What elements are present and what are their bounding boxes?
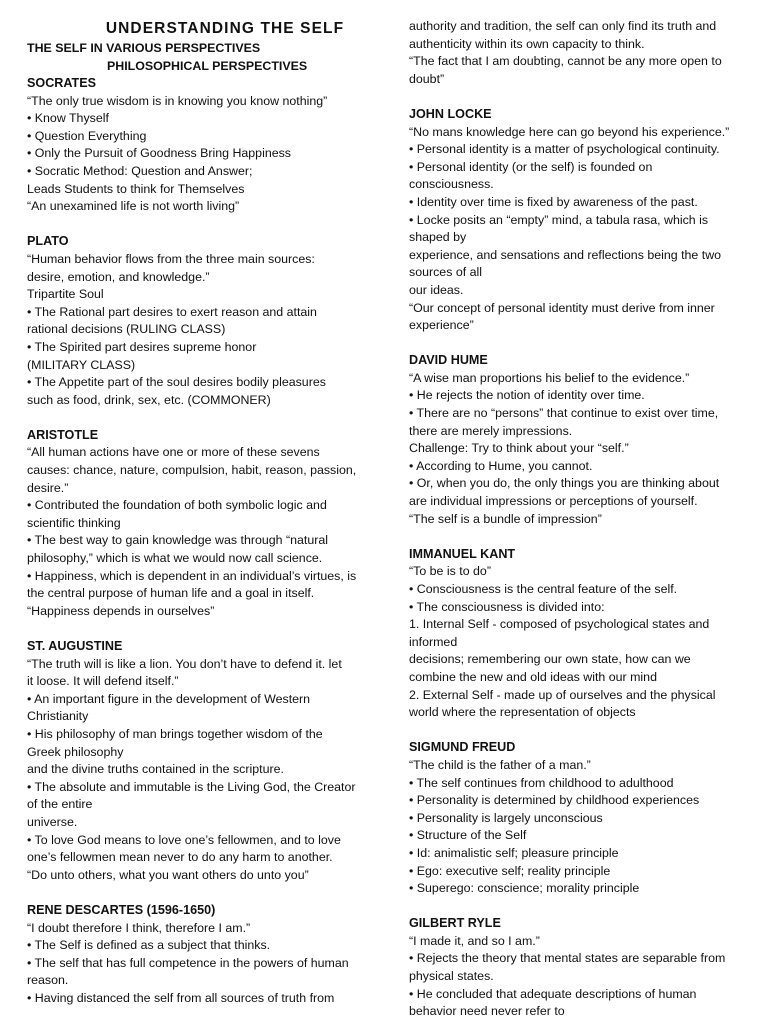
text-line: 1. Internal Self - composed of psychological states and xyxy=(409,617,710,632)
text-line: Challenge: Try to think about your “self.” xyxy=(409,441,629,456)
text-line: • An important figure in the development of Western xyxy=(27,691,311,706)
text-line: • The Rational part desires to exert reason and attain xyxy=(27,304,317,319)
text-line: 2. External Self - made up of ourselves and the physical xyxy=(409,687,716,702)
text-line: • Or, when you do, the only things you are thinking about xyxy=(409,476,720,491)
section-socrates xyxy=(27,75,379,216)
section-plato xyxy=(27,233,379,409)
text-line: • The self continues from childhood to adulthood xyxy=(409,775,674,790)
section-st-augustine xyxy=(27,638,379,884)
text-line: Christianity xyxy=(27,709,89,724)
text-line: • He rejects the notion of identity over time. xyxy=(409,388,645,403)
right-column xyxy=(409,0,743,1021)
section-heading: SOCRATES xyxy=(27,76,97,90)
text-line: desire, emotion, and knowledge.” xyxy=(27,269,210,284)
text-line: physical states. xyxy=(409,969,494,984)
text-line: it loose. It will defend itself.” xyxy=(27,674,179,689)
text-line: are individual impressions or perceptions of yourself. xyxy=(409,494,698,509)
section-gilbert-ryle xyxy=(409,915,743,1021)
section-rene-descartes xyxy=(27,902,379,1008)
text-line: decisions; remembering our own state, how can we xyxy=(409,652,691,667)
text-line: scientific thinking xyxy=(27,515,121,530)
text-line: philosophy,” which is what we would now call science. xyxy=(27,551,323,566)
text-line: • Rejects the theory that mental states are separable from xyxy=(409,951,726,966)
text-line: • Personality is largely unconscious xyxy=(409,810,603,825)
section-heading: ST. AUGUSTINE xyxy=(27,639,123,653)
text-line: • Personal identity (or the self) is founded on xyxy=(409,159,653,174)
text-line: “The fact that I am doubting, cannot be any more open to xyxy=(409,54,722,69)
text-line: one’s fellowmen mean never to do any harm to another. xyxy=(27,850,333,865)
text-line: • According to Hume, you cannot. xyxy=(409,458,593,473)
text-line: sources of all xyxy=(409,265,483,280)
text-line: “The only true wisdom is in knowing you know nothing” xyxy=(27,93,328,108)
text-line: “The child is the father of a man.” xyxy=(409,757,591,772)
text-line: causes: chance, nature, compulsion, habit, reason, passion, xyxy=(27,463,357,478)
text-line: our ideas. xyxy=(409,282,464,297)
text-line: Greek philosophy xyxy=(27,744,124,759)
section-subtitle: THE SELF IN VARIOUS PERSPECTIVES xyxy=(27,41,261,55)
section-heading: DAVID HUME xyxy=(409,353,488,368)
text-line: “To be is to do” xyxy=(409,564,491,579)
left-column xyxy=(27,0,379,1007)
section-body xyxy=(409,370,743,528)
text-line: “Human behavior flows from the three main sources: xyxy=(27,251,315,266)
text-line: • Know Thyself xyxy=(27,111,109,126)
text-line: universe. xyxy=(27,814,78,829)
text-line: “A wise man proportions his belief to the evidence.” xyxy=(409,370,690,385)
section-heading: IMMANUEL KANT xyxy=(409,546,516,561)
section-body xyxy=(409,757,743,898)
text-line: combine the new and old ideas with our mind xyxy=(409,669,657,684)
section-body xyxy=(27,251,379,409)
text-line: “I made it, and so I am.” xyxy=(409,933,540,948)
text-line: Leads Students to think for Themselves xyxy=(27,181,245,196)
section-body xyxy=(27,93,379,216)
text-line: • The consciousness is divided into: xyxy=(409,599,605,614)
section-heading: PLATO xyxy=(27,234,69,249)
text-line: • Personal identity is a matter of psychological continuity. xyxy=(409,142,720,157)
text-line: • The self that has full competence in the powers of human xyxy=(27,955,349,970)
text-line: Tripartite Soul xyxy=(27,287,104,302)
text-line: • He concluded that adequate descriptions of human xyxy=(409,986,697,1001)
text-line: • Contributed the foundation of both symbolic logic and xyxy=(27,498,327,513)
text-line: there are merely impressions. xyxy=(409,423,573,438)
text-line: doubt” xyxy=(409,71,445,86)
text-line: “Do unto others, what you want others do unto you” xyxy=(27,867,309,882)
section-body xyxy=(27,444,379,620)
text-line: “The truth will is like a lion. You don’t have to defend it. let xyxy=(27,656,342,671)
section-heading: RENE DESCARTES (1596-1650) xyxy=(27,902,216,917)
text-line: • Question Everything xyxy=(27,128,147,143)
section-body xyxy=(27,656,379,885)
text-line: • Structure of the Self xyxy=(409,828,527,843)
text-line: shaped by xyxy=(409,230,467,245)
text-line: • Superego: conscience; morality principle xyxy=(409,881,640,896)
text-line: • The Spirited part desires supreme honor xyxy=(27,339,257,354)
section-heading: SIGMUND FREUD xyxy=(409,740,516,755)
text-line: • Consciousness is the central feature of the self. xyxy=(409,582,678,596)
text-line: “I doubt therefore I think, therefore I am.” xyxy=(27,920,251,935)
text-line: “All human actions have one or more of these sevens xyxy=(27,445,320,460)
text-line: • His philosophy of man brings together wisdom of the xyxy=(27,726,323,741)
text-line: • Identity over time is fixed by awareness of the past. xyxy=(409,194,698,209)
text-line: the central purpose of human life and a goal in itself. xyxy=(27,586,315,601)
text-line: “Our concept of personal identity must derive from inner xyxy=(409,300,715,315)
text-line: experience, and sensations and reflections being the two xyxy=(409,247,722,262)
text-line: • Id: animalistic self; pleasure principle xyxy=(409,845,619,860)
section-body xyxy=(409,563,743,721)
text-line: • Happiness, which is dependent in an individual’s virtues, is xyxy=(27,568,357,583)
text-line: • Only the Pursuit of Goodness Bring Happiness xyxy=(27,146,291,161)
text-line: such as food, drink, sex, etc. (COMMONER) xyxy=(27,392,271,407)
text-line: • The Self is defined as a subject that thinks. xyxy=(27,938,271,953)
section-immanuel-kant xyxy=(409,546,743,722)
section-sigmund-freud xyxy=(409,739,743,897)
text-line: (MILITARY CLASS) xyxy=(27,357,136,372)
section-body xyxy=(409,18,743,88)
section-david-hume xyxy=(409,352,743,528)
section-heading: GILBERT RYLE xyxy=(409,916,501,931)
text-line: • Having distanced the self from all sources of truth from xyxy=(27,990,335,1005)
text-line: informed xyxy=(409,634,458,649)
page-title: UNDERSTANDING THE SELF xyxy=(105,20,345,37)
text-line: • The absolute and immutable is the Living God, the Creator xyxy=(27,779,356,794)
text-line: desire.” xyxy=(27,480,69,495)
text-line: • The Appetite part of the soul desires bodily pleasures xyxy=(27,375,326,390)
text-line: world where the representation of objects xyxy=(409,705,636,720)
text-line: • Socratic Method: Question and Answer; xyxy=(27,163,253,178)
text-line: “Happiness depends in ourselves” xyxy=(27,603,215,618)
section-john-locke xyxy=(409,106,743,335)
section-aristotle xyxy=(27,427,379,621)
section-body xyxy=(409,933,743,1021)
text-line: authority and tradition, the self can only find its truth and xyxy=(409,19,717,33)
text-line: of the entire xyxy=(27,797,93,812)
section-body xyxy=(409,124,743,335)
text-line: authenticity within its own capacity to think. xyxy=(409,36,645,51)
text-line: • Personality is determined by childhood experiences xyxy=(409,793,700,808)
text-line: • There are no “persons” that continue to exist over time, xyxy=(409,406,719,421)
text-line: consciousness. xyxy=(409,177,494,192)
text-line: “No mans knowledge here can go beyond his experience.” xyxy=(409,124,730,139)
text-line: • The best way to gain knowledge was through “natural xyxy=(27,533,328,548)
text-line: “The self is a bundle of impression” xyxy=(409,511,602,526)
text-line: and the divine truths contained in the scripture. xyxy=(27,762,284,777)
text-line: • Ego: executive self; reality principle xyxy=(409,863,611,878)
section-heading: JOHN LOCKE xyxy=(409,106,492,121)
section-subtitle-philosophical: PHILOSOPHICAL PERSPECTIVES xyxy=(107,59,308,73)
section-descartes-continued xyxy=(409,18,743,88)
text-line: • To love God means to love one’s fellowmen, and to love xyxy=(27,832,341,847)
section-heading: ARISTOTLE xyxy=(27,427,99,442)
text-line: “An unexamined life is not worth living” xyxy=(27,199,240,214)
text-line: behavior need never refer to xyxy=(409,1004,565,1019)
text-line: experience” xyxy=(409,318,474,333)
section-body xyxy=(27,920,379,1008)
text-line: rational decisions (RULING CLASS) xyxy=(27,322,226,337)
text-line: reason. xyxy=(27,973,69,988)
text-line: • Locke posits an “empty” mind, a tabula rasa, which is xyxy=(409,212,709,227)
